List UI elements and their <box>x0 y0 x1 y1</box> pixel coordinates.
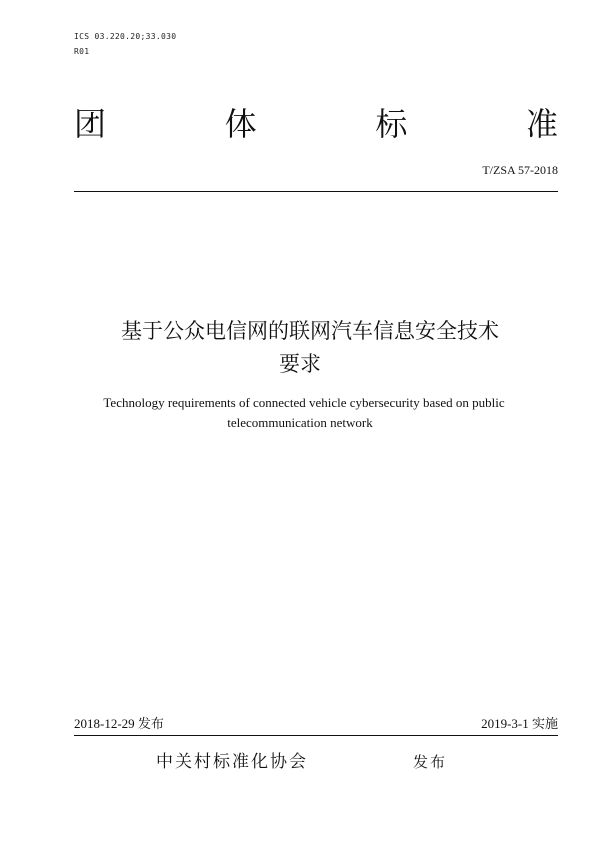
bottom-divider <box>74 735 558 736</box>
english-title-line-2: telecommunication network <box>227 415 373 430</box>
issue-date: 2018-12-29 发布 <box>74 716 164 731</box>
publisher-name: 中关村标准化协会 <box>156 752 308 772</box>
english-title-line-1: Technology requirements of connected vehicle cybersecurity based on public <box>103 395 505 410</box>
standard-number: T/ZSA 57-2018 <box>482 163 558 177</box>
ics-code: ICS 03.220.20;33.030 <box>74 32 177 41</box>
publish-label: 发布 <box>413 753 448 771</box>
chinese-title-line-2: 要求 <box>279 352 321 376</box>
chinese-title-line-1: 基于公众电信网的联网汽车信息安全技术 <box>121 319 499 343</box>
implementation-date: 2019-3-1 实施 <box>481 716 558 731</box>
top-divider <box>74 191 558 192</box>
standard-category-title <box>74 104 558 144</box>
category-char: 团 <box>74 105 107 143</box>
category-char: 体 <box>224 105 257 143</box>
ccs-code: R01 <box>74 47 90 56</box>
category-char: 准 <box>525 105 558 143</box>
category-char: 标 <box>375 105 408 143</box>
